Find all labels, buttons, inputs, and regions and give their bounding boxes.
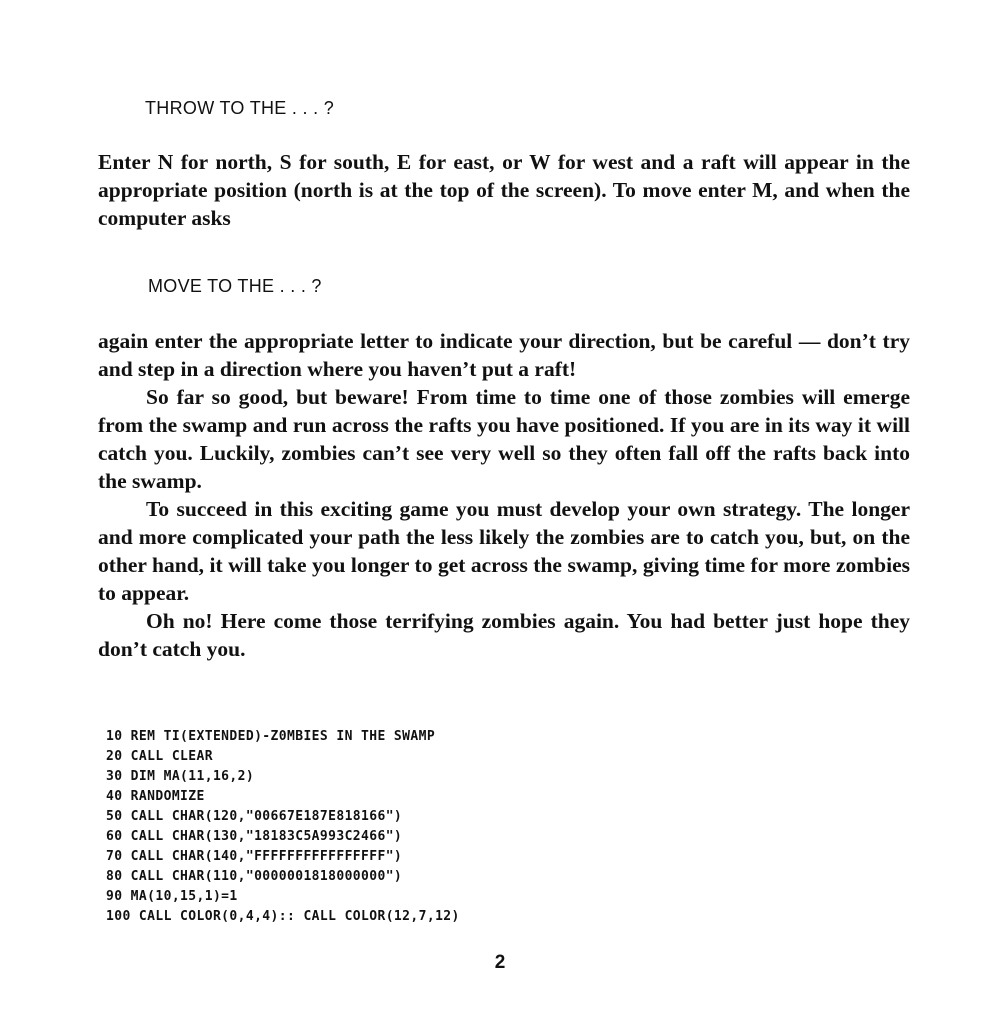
code-line: 20 CALL CLEAR	[106, 749, 213, 764]
page-number: 2	[494, 952, 506, 973]
paragraph-instructions: Enter N for north, S for south, E for east, or W for west and a raft will appear in the appropriate position (north is at the top of the screen). To move enter M, and when the computer asks	[98, 150, 910, 230]
paragraph-direction: again enter the appropriate letter to indicate your direction, but be careful — don’t try and step in a direction where you haven’t put a raft!	[98, 329, 910, 381]
code-line: 100 CALL COLOR(0,4,4):: CALL COLOR(12,7,12)	[106, 909, 460, 924]
paragraph-strategy: To succeed in this exciting game you must develop your own strategy. The longer and more complicated your path the less likely the zombies are to catch you, but, on the other hand, it will take you longer to get across the swamp, giving time for more zombies to appear.	[98, 497, 910, 605]
code-line: 60 CALL CHAR(130,"18183C5A993C2466")	[106, 829, 403, 844]
move-prompt: MOVE TO THE . . . ?	[148, 276, 322, 296]
code-line: 30 DIM MA(11,16,2)	[106, 769, 255, 784]
code-line: 70 CALL CHAR(140,"FFFFFFFFFFFFFFFF")	[106, 849, 403, 864]
paragraph-zombies: So far so good, but beware! From time to time one of those zombies will emerge from the swamp and run across the rafts you have positioned. If you are in its way it will catch you. Luckily, zombies can’t see very well so they often fall off the rafts back into the swamp.	[98, 385, 910, 493]
code-line: 80 CALL CHAR(110,"0000001818000000")	[106, 869, 403, 884]
code-line: 50 CALL CHAR(120,"00667E187E818166")	[106, 809, 403, 824]
code-line: 90 MA(10,15,1)=1	[106, 889, 238, 904]
code-listing	[106, 727, 460, 927]
body-text	[98, 327, 910, 663]
throw-prompt: THROW TO THE . . . ?	[145, 98, 335, 118]
code-line: 40 RANDOMIZE	[106, 789, 205, 804]
paragraph-closing: Oh no! Here come those terrifying zombies again. You had better just hope they don’t catch you.	[98, 609, 910, 661]
code-line: 10 REM TI(EXTENDED)-Z0MBIES IN THE SWAMP	[106, 729, 436, 744]
